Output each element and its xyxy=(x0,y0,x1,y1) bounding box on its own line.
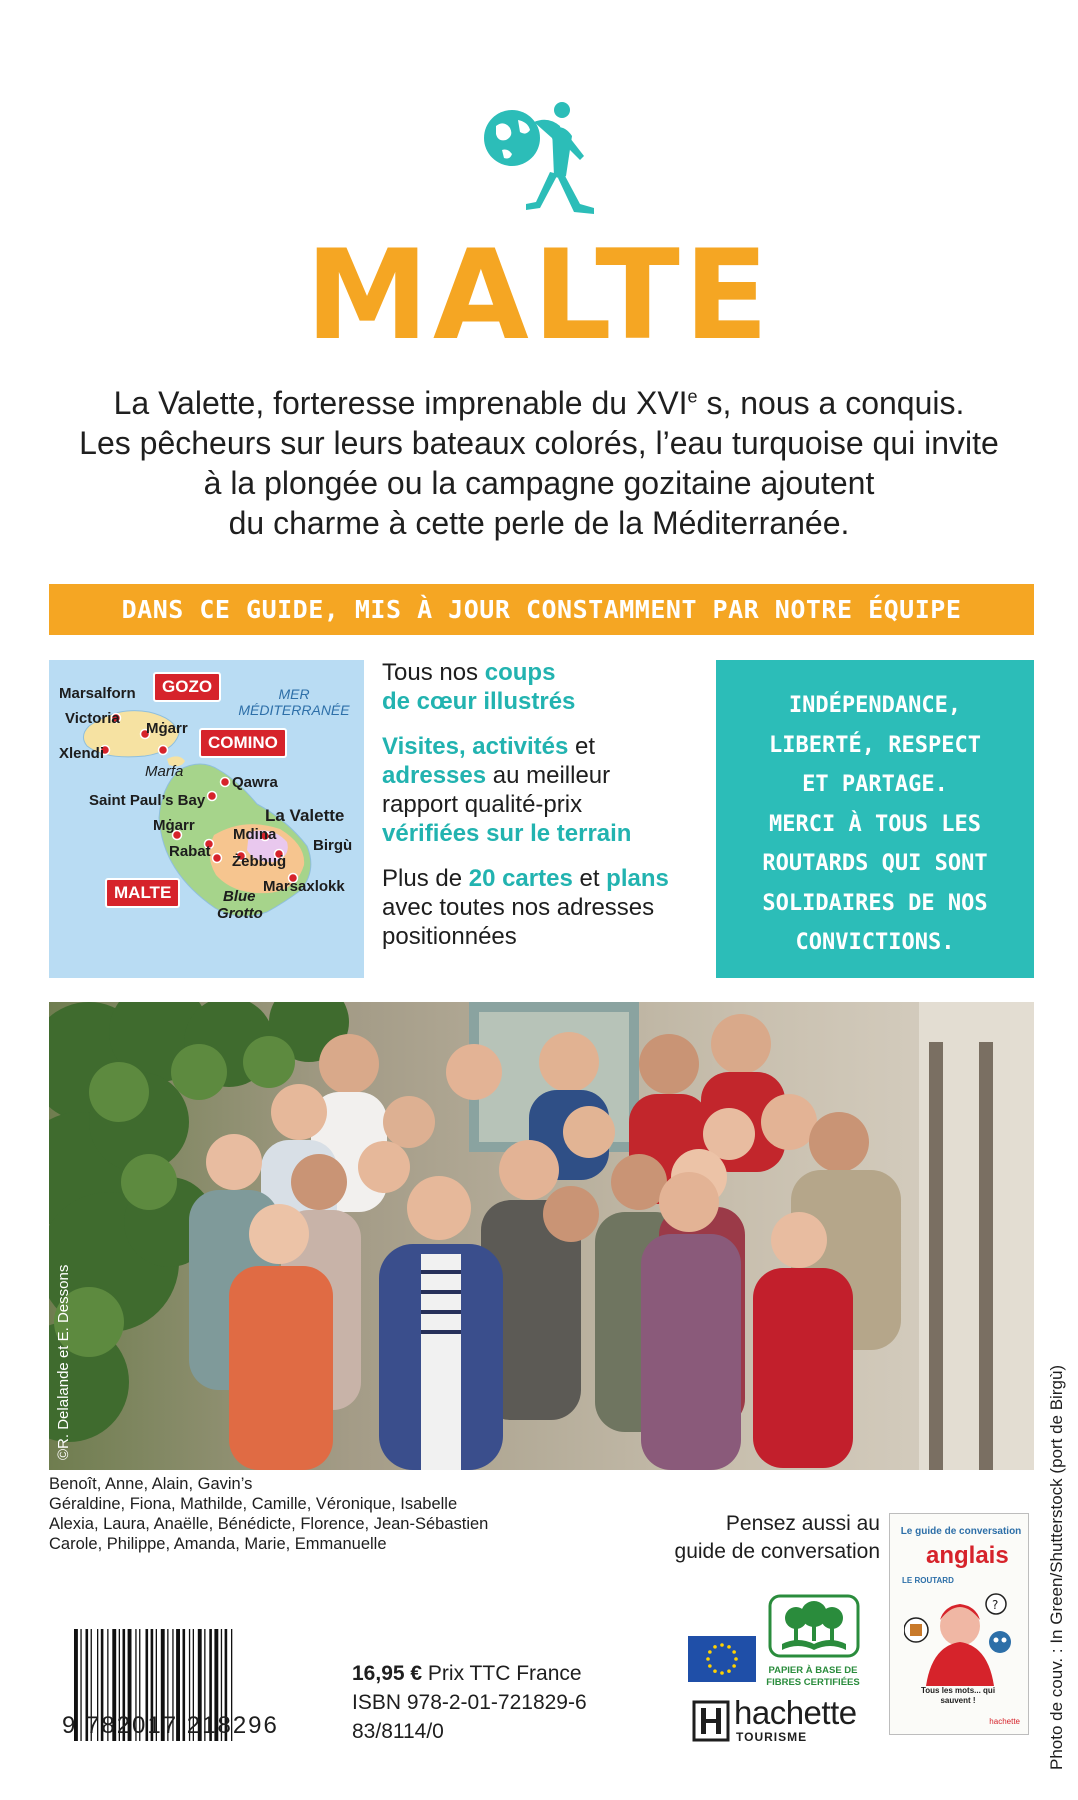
feature-visites: Visites, activités et adresses au meilleur rapport qualité-prix vérifiées sur le terrain xyxy=(382,733,632,847)
routard-walker-globe-icon xyxy=(478,98,608,230)
hachette-logo-icon xyxy=(692,1700,730,1742)
cover-photo-credit: Photo de couv. : In Green/Shutterstock (port de Birgù) xyxy=(1047,1364,1066,1770)
map-label-birgu: Birgù xyxy=(313,837,353,854)
feature-coups-de-coeur: Tous nos coups de cœur illustrés xyxy=(382,659,576,715)
map-badge-comino: COMINO xyxy=(199,728,287,758)
cover-illustration-icon xyxy=(904,1590,1016,1686)
map-label-la-valette: La Valette xyxy=(265,806,345,825)
eu-star xyxy=(708,1664,712,1668)
map-label-grotto: Grotto xyxy=(217,905,263,922)
guide-features xyxy=(382,658,712,967)
svg-text:?: ? xyxy=(992,1598,999,1612)
eu-star xyxy=(720,1643,724,1647)
team-names: Benoît, Anne, Alain, Gavin’s Géraldine, Fiona, Mathilde, Camille, Véronique, Isabelle Alexia, Laura, Anaëlle, Bénédicte, Florence, Jean-Sébastien Carole, Philippe, Amanda, Marie, Emmanuelle xyxy=(49,1475,489,1553)
map-label-mdina: Mdina xyxy=(233,826,277,843)
map-label-marfa: Marfa xyxy=(145,763,184,780)
intro-text: La Valette, forteresse imprenable du XVIe s, nous a conquis. Les pêcheurs sur leurs bateaux colorés, l’eau turquoise qui invite à la plongée ou la campagne gozitaine ajoutent du charme à cette perle de la Méditerranée. xyxy=(79,385,999,541)
conversation-guide-cover: Le guide de conversation anglais LE ROUTARD ? Tous les mots... qui sauvent ! hachette xyxy=(889,1513,1029,1735)
map-badge-malte: MALTE xyxy=(105,878,180,908)
map-label-victoria: Victoria xyxy=(65,710,120,727)
eu-star xyxy=(727,1669,731,1673)
map-label-xlendi: Xlendi xyxy=(59,745,105,762)
eu-star xyxy=(732,1664,736,1668)
map-label-mgarr-gozo: Mġarr xyxy=(146,720,188,737)
eu-star xyxy=(713,1645,717,1649)
malta-map xyxy=(49,660,364,978)
eu-star xyxy=(713,1669,717,1673)
page-title: MALTE xyxy=(305,224,773,368)
map-label-marsalforn: Marsalforn xyxy=(59,685,136,702)
certified-paper-label: PAPIER À BASE DE FIBRES CERTIFIÉES xyxy=(766,1665,860,1688)
map-label-blue: Blue xyxy=(223,888,256,905)
eu-star xyxy=(720,1671,724,1675)
eu-flag-icon xyxy=(688,1636,756,1682)
team-photo xyxy=(49,1002,1034,1470)
map-label-marsaxlokk: Marsaxlokk xyxy=(263,878,345,895)
price-info: 16,95 € Prix TTC France ISBN 978-2-01-721829-6 83/8114/0 xyxy=(352,1662,587,1743)
map-label-zebbug: Żebbuġ xyxy=(232,853,287,870)
guide-banner: DANS CE GUIDE, MIS À JOUR CONSTAMMENT PAR NOTRE ÉQUIPE xyxy=(49,584,1034,635)
conversation-guide-promo: Pensez aussi au guide de conversation xyxy=(674,1512,880,1563)
map-badge-gozo: GOZO xyxy=(153,672,221,702)
eu-star xyxy=(734,1657,738,1661)
eu-star xyxy=(727,1645,731,1649)
map-label-sea: MER MÉDITERRANÉE xyxy=(238,686,350,718)
map-label-qawra: Qawra xyxy=(232,774,278,791)
eu-star xyxy=(706,1657,710,1661)
feature-cartes: Plus de 20 cartes et plans avec toutes nos adresses positionnées xyxy=(382,865,669,950)
map-label-rabat: Rabat xyxy=(169,843,211,860)
map-label-saint-pauls-bay: Saint Paul’s Bay xyxy=(89,792,206,809)
photo-credit: ©R. Delalande et E. Dessons xyxy=(55,1264,72,1460)
map-label-mgarr-malta: Mġarr xyxy=(153,817,195,834)
publisher-name: hachette xyxy=(734,1694,857,1731)
values-box: INDÉPENDANCE, LIBERTÉ, RESPECT ET PARTAGE. MERCI À TOUS LES ROUTARDS QUI SONT SOLIDAIRES DE NOS CONVICTIONS. xyxy=(716,660,1034,978)
eu-star xyxy=(732,1650,736,1654)
team-photo-illustration xyxy=(49,1002,1034,1470)
publisher-subtitle: TOURISME xyxy=(736,1730,808,1744)
eu-star xyxy=(708,1650,712,1654)
barcode-number: 9 782017 218296 xyxy=(62,1712,279,1739)
